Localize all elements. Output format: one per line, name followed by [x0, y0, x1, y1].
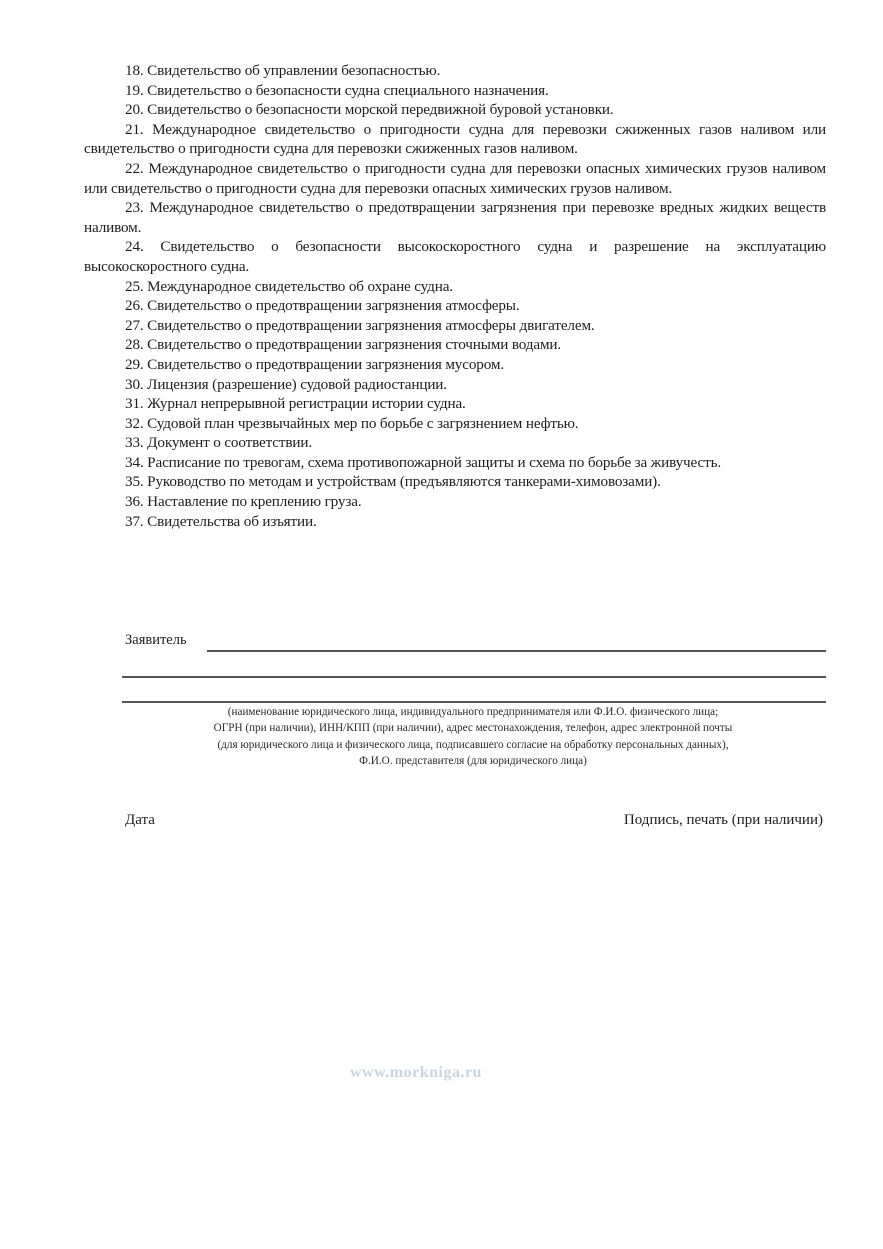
- note-line: Ф.И.О. представителя (для юридического лица): [359, 754, 587, 767]
- note-line: (для юридического лица и физического лица, подписавшего согласие на обработку персональных данных),: [217, 738, 729, 751]
- note-line: ОГРН (при наличии), ИНН/КПП (при наличии), адрес местонахождения, телефон, адрес электронной почты: [213, 722, 733, 735]
- applicant-line-2: [122, 676, 826, 678]
- list-item: 31. Журнал непрерывной регистрации истории судна.: [125, 395, 466, 413]
- date-label: Дата: [125, 812, 155, 828]
- list-item: 25. Международное свидетельство об охране судна.: [125, 277, 453, 295]
- list-item: 22. Международное свидетельство о пригодности судна для перевозки опасных химических грузов наливом или свидетельство о пригодности судна для перевозки опасных химических грузов наливом.: [84, 159, 826, 197]
- list-item: 21. Международное свидетельство о пригодности судна для перевозки сжиженных газов наливом или свидетельство о пригодности судна для перевозки сжиженных газов наливом.: [84, 120, 826, 158]
- list-item: 20. Свидетельство о безопасности морской передвижной буровой установки.: [125, 101, 614, 119]
- list-item: 34. Расписание по тревогам, схема противопожарной защиты и схема по борьбе за живучесть.: [125, 453, 721, 471]
- list-item: 23. Международное свидетельство о предотвращении загрязнения при перевозке вредных жидких веществ наливом.: [84, 199, 826, 236]
- list-item: 29. Свидетельство о предотвращении загрязнения мусором.: [125, 355, 504, 373]
- note-line: (наименование юридического лица, индивидуального предпринимателя или Ф.И.О. физического лица;: [227, 706, 719, 718]
- list-item: 28. Свидетельство о предотвращении загрязнения сточными водами.: [125, 336, 562, 354]
- list-item: 37. Свидетельства об изъятии.: [125, 512, 317, 530]
- list-item: 24. Свидетельство о безопасности высокоскоростного судна и разрешение на эксплуатацию высокоскоростного судна.: [84, 238, 826, 275]
- watermark: www.morkniga.ru: [350, 1064, 482, 1081]
- list-item: 35. Руководство по методам и устройствам (предъявляются танкерами-химовозами).: [125, 473, 661, 491]
- applicant-label: Заявитель: [125, 632, 187, 648]
- list-item: 36. Наставление по креплению груза.: [125, 493, 362, 511]
- list-item: 18. Свидетельство об управлении безопасностью.: [125, 62, 441, 79]
- applicant-note: [118, 704, 828, 769]
- applicant-line-1: [207, 650, 826, 652]
- list-item: 27. Свидетельство о предотвращении загрязнения атмосферы двигателем.: [125, 316, 595, 334]
- list-item: 30. Лицензия (разрешение) судовой радиостанции.: [125, 375, 447, 393]
- list-item: 26. Свидетельство о предотвращении загрязнения атмосферы.: [125, 297, 520, 315]
- applicant-line-3: [122, 701, 826, 703]
- list-item: 33. Документ о соответствии.: [125, 434, 313, 452]
- certificate-list: [84, 61, 826, 531]
- list-item: 19. Свидетельство о безопасности судна специального назначения.: [125, 81, 549, 99]
- list-item: 32. Судовой план чрезвычайных мер по борьбе с загрязнением нефтью.: [125, 414, 579, 432]
- signature-label: Подпись, печать (при наличии): [623, 812, 823, 828]
